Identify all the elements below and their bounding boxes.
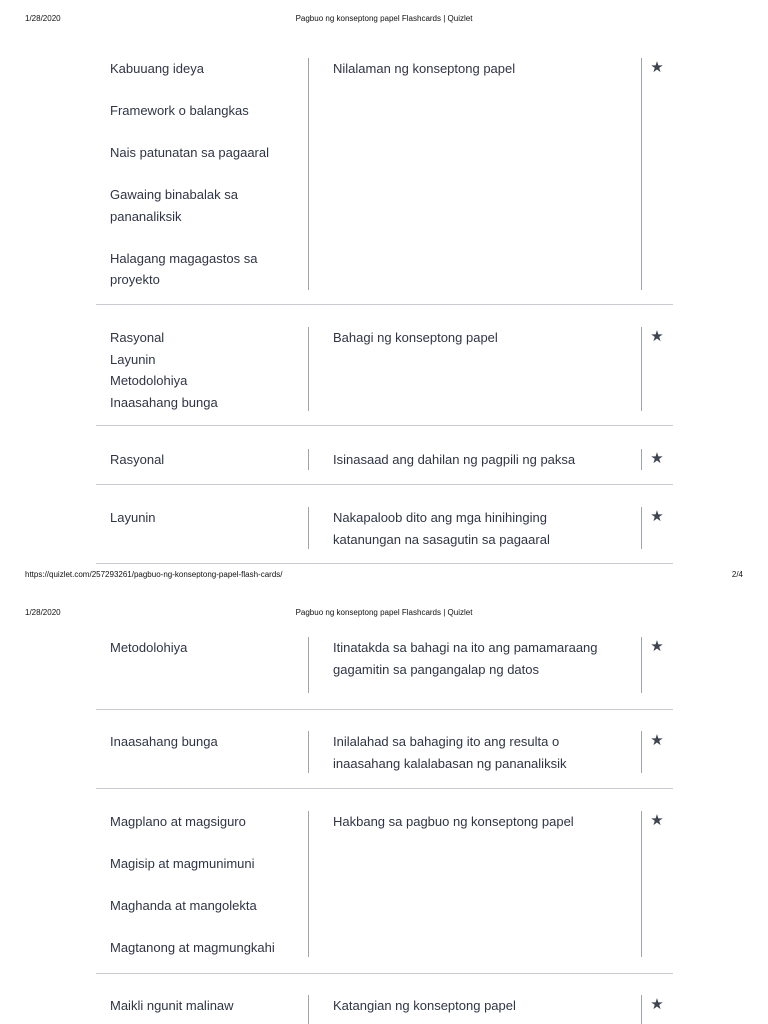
card-term [110,811,295,959]
term-line: Maikli ngunit malinaw [110,998,234,1013]
term-line: Gawaing binabalak sa pananaliksik [110,187,238,224]
star-divider [641,449,642,470]
term-line: Nais patunatan sa pagaaral [110,145,270,160]
star-icon[interactable]: ★ [650,59,664,76]
star-divider [641,327,642,411]
star-icon[interactable]: ★ [650,638,664,655]
print-title: Pagbuo ng konseptong papel Flashcards | Quizlet [295,14,473,23]
term-line: Inaasahang bunga [110,734,218,749]
card-term [110,58,295,291]
star-divider [641,731,642,773]
flashcard [96,507,673,564]
column-divider [308,731,309,773]
card-definition: Katangian ng konseptong papel [333,998,516,1013]
term-line: Rasyonal [110,330,165,345]
flashcard [96,637,673,710]
column-divider [308,449,309,470]
card-definition: Isinasaad ang dahilan ng pagpili ng paksa [333,452,576,467]
star-icon[interactable]: ★ [650,996,664,1013]
term-line: Kabuuang ideya [110,61,204,76]
card-term [110,995,295,1017]
column-divider [308,637,309,693]
card-definition: Nilalaman ng konseptong papel [333,61,516,76]
flashcard [96,811,673,974]
star-icon[interactable]: ★ [650,328,664,345]
star-divider [641,637,642,693]
term-line: Halagang magagastos sa proyekto [110,250,258,287]
page-number: 2/4 [731,570,743,579]
term-line: Layunin [110,351,156,367]
column-divider [308,327,309,411]
star-icon[interactable]: ★ [650,812,664,829]
star-divider [641,507,642,549]
star-divider [641,58,642,290]
print-date: 1/28/2020 [25,608,61,617]
card-definition: Hakbang sa pagbuo ng konseptong papel [333,814,574,829]
card-definition: Inilalahad sa bahaging ito ang resulta o inaasahang kalalabasan ng pananaliksik [333,734,567,771]
flashcard [96,995,673,1024]
term-line: Rasyonal [110,452,165,467]
star-icon[interactable]: ★ [650,508,664,525]
print-date: 1/28/2020 [25,14,61,23]
card-term [110,731,295,753]
star-icon[interactable]: ★ [650,732,664,749]
card-definition: Nakapaloob dito ang mga hinihinging katanungan na sasagutin sa pagaaral [333,510,550,547]
flashcard [96,58,673,305]
star-icon[interactable]: ★ [650,450,664,467]
column-divider [308,58,309,290]
star-divider [641,995,642,1024]
column-divider [308,995,309,1024]
card-term [110,449,295,471]
flashcard [96,327,673,426]
term-line: Magisip at magmunimuni [110,856,255,871]
card-term [110,637,295,659]
card-definition: Itinatakda sa bahagi na ito ang pamamaraang gagamitin sa pangangalap ng datos [333,640,598,677]
term-line: Maghanda at mangolekta [110,898,257,913]
print-url: https://quizlet.com/257293261/pagbuo-ng-konseptong-papel-flash-cards/ [25,570,283,579]
term-line: Magplano at magsiguro [110,814,246,829]
print-title: Pagbuo ng konseptong papel Flashcards | Quizlet [295,608,473,617]
column-divider [308,507,309,549]
term-line: Framework o balangkas [110,103,249,118]
star-divider [641,811,642,957]
card-term [110,507,295,529]
term-line: Metodolohiya [110,373,188,388]
flashcard [96,449,673,485]
card-term [110,327,295,413]
flashcard [96,731,673,789]
term-line: Layunin [110,510,156,525]
card-definition: Bahagi ng konseptong papel [333,330,498,345]
term-line: Inaasahang bunga [110,394,218,410]
term-line: Magtanong at magmungkahi [110,940,275,955]
column-divider [308,811,309,957]
term-line: Metodolohiya [110,640,188,655]
